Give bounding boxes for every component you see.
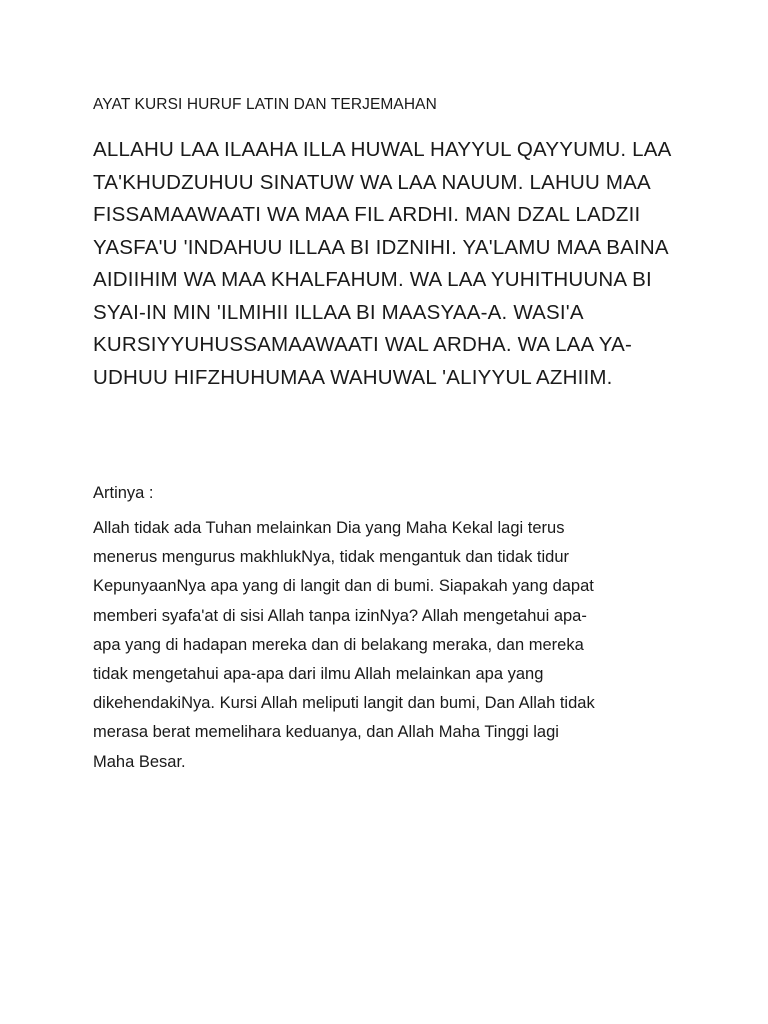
- ayat-kursi-latin-text: ALLAHU LAA ILAAHA ILLA HUWAL HAYYUL QAYYUMU. LAA TA'KHUDZUHUU SINATUW WA LAA NAUUM. LAHUU MAA FISSAMAAWAATI WA MAA FIL ARDHI. MAN DZAL LADZII YASFA'U 'INDAHUU ILLAA BI IDZNIHI. YA'LAMU MAA BAINA AIDIIHIM WA MAA KHALFAHUM. WA LAA YUHITHUUNA BI SYAI-IN MIN 'ILMIHII ILLAA BI MAASYAA-A. WASI'A KURSIYYUHUSSAMAAWAATI WAL ARDHA. WA LAA YA- UDHUU HIFZHUHUMAA WAHUWAL 'ALIYYUL AZHIIM.: [93, 138, 672, 389]
- translation-label: Artinya :: [93, 484, 154, 502]
- document-title: AYAT KURSI HURUF LATIN DAN TERJEMAHAN: [93, 96, 437, 113]
- translation-text: Allah tidak ada Tuhan melainkan Dia yang Maha Kekal lagi terus menerus mengurus makhlukNya, tidak mengantuk dan tidak tidur KepunyaanNya apa yang di langit dan di bumi. Siapakah yang dapat memberi syafa'at di sisi Allah tanpa izinNya? Allah mengetahui apa- apa yang di hadapan mereka dan di belakang meraka, dan mereka tidak mengetahui apa-apa dari ilmu Allah melainkan apa yang dikehendakiNya. Kursi Allah meliputi langit dan bumi, Dan Allah tidak merasa berat memelihara keduanya, dan Allah Maha Tinggi lagi Maha Besar.: [93, 519, 595, 771]
